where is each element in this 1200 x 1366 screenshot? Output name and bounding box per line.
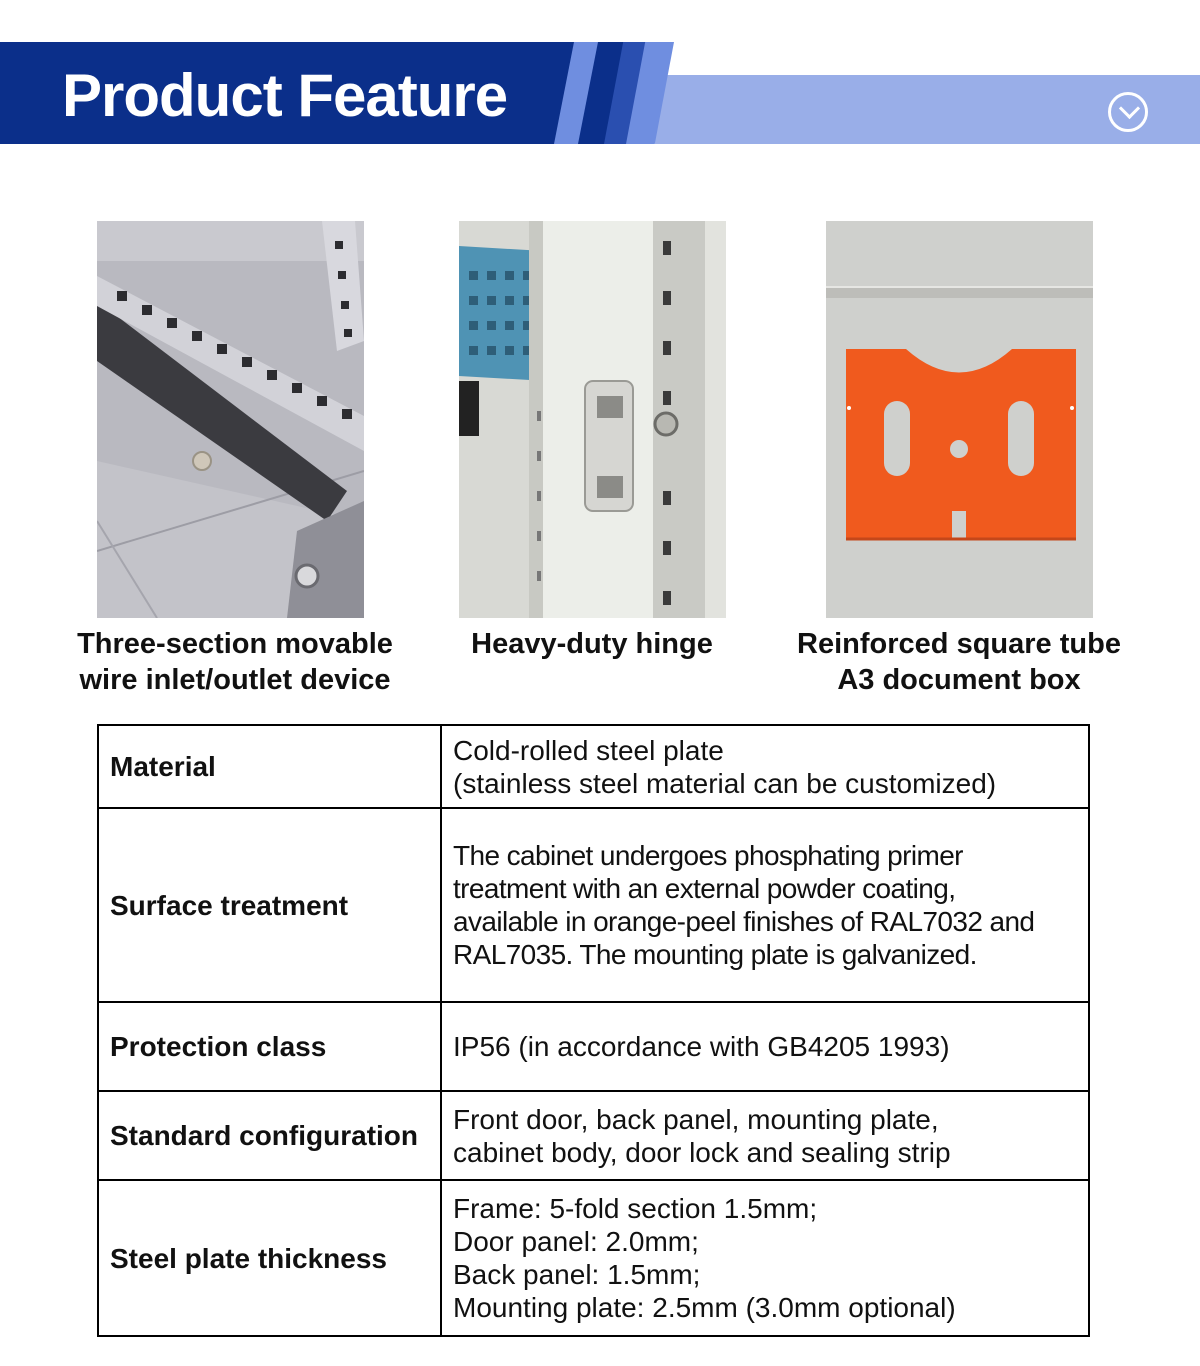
spec-label: Protection class bbox=[98, 1002, 441, 1091]
table-row bbox=[98, 1002, 1089, 1091]
feature-wire-inlet bbox=[77, 221, 393, 696]
hinge-photo bbox=[459, 221, 726, 618]
table-row bbox=[98, 1091, 1089, 1180]
chevron-down-circle-icon[interactable] bbox=[1108, 92, 1148, 132]
table-row bbox=[98, 725, 1089, 808]
spec-label: Material bbox=[98, 725, 441, 808]
wire-inlet-photo bbox=[97, 221, 364, 618]
feature-caption: Reinforced square tube A3 document box bbox=[797, 628, 1121, 696]
header-banner bbox=[0, 0, 1200, 160]
document-box-photo bbox=[826, 221, 1093, 618]
spec-table bbox=[97, 724, 1090, 1337]
spec-label: Steel plate thickness bbox=[98, 1180, 441, 1336]
spec-value: Frame: 5-fold section 1.5mm; Door panel: 2.0mm; Back panel: 1.5mm; Mounting plate: 2.5mm (3.0mm optional) bbox=[441, 1180, 1089, 1336]
spec-label: Standard configuration bbox=[98, 1091, 441, 1180]
spec-value: Cold-rolled steel plate (stainless steel material can be customized) bbox=[441, 725, 1089, 808]
feature-caption: Heavy-duty hinge bbox=[471, 628, 713, 660]
spec-value: The cabinet undergoes phosphating primer treatment with an external powder coating, available in orange-peel finishes of RAL7032 and RAL7035. The mounting plate is galvanized. bbox=[441, 808, 1089, 1002]
feature-document-box bbox=[797, 221, 1121, 696]
feature-hinge bbox=[459, 221, 726, 660]
page-title: Product Feature bbox=[62, 62, 508, 129]
spec-value: IP56 (in accordance with GB4205 1993) bbox=[441, 1002, 1089, 1091]
feature-caption: Three-section movable wire inlet/outlet device bbox=[77, 628, 393, 696]
spec-label: Surface treatment bbox=[98, 808, 441, 1002]
table-row bbox=[98, 808, 1089, 1002]
table-row bbox=[98, 1180, 1089, 1336]
spec-value: Front door, back panel, mounting plate, cabinet body, door lock and sealing strip bbox=[441, 1091, 1089, 1180]
